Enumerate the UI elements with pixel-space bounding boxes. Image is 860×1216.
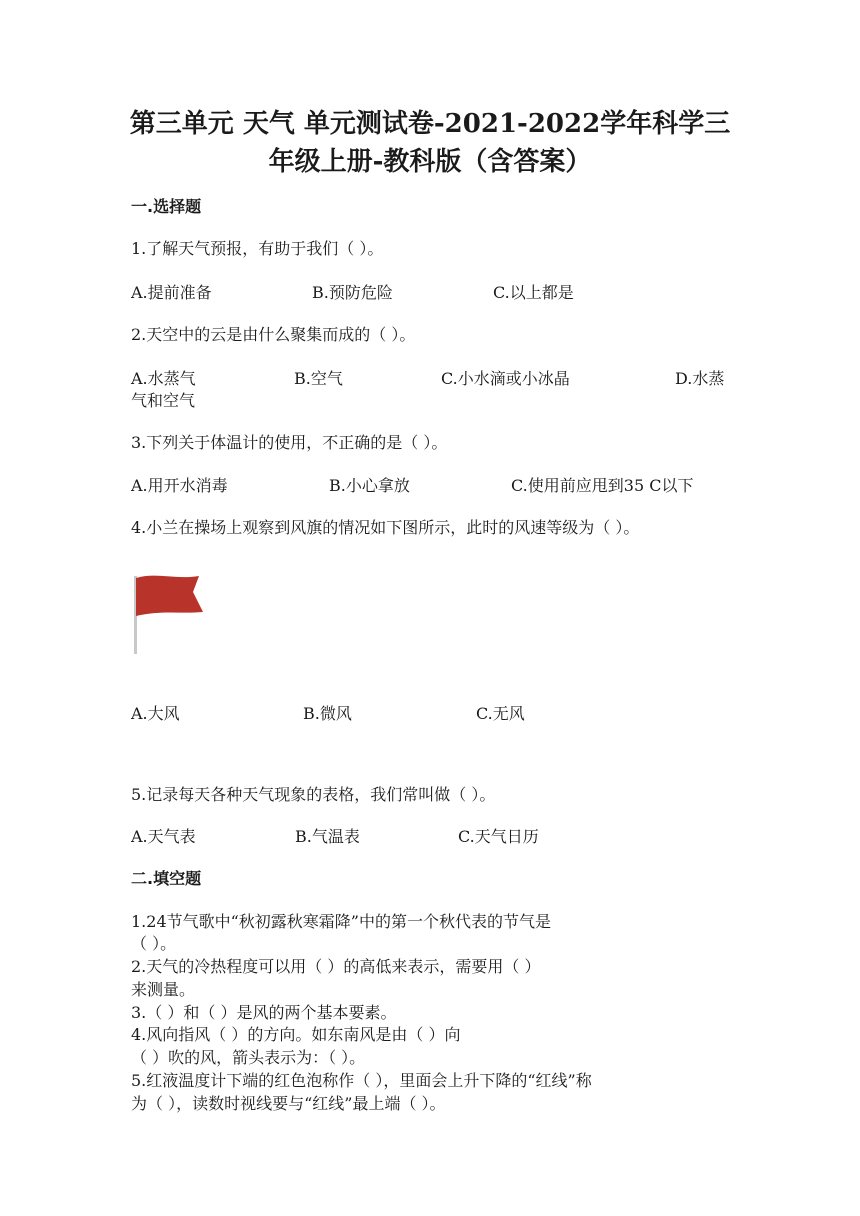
q4-option-a: A.大风 — [131, 704, 180, 723]
wind-flag-image — [131, 572, 211, 656]
q2-option-b: B.空气 — [294, 369, 343, 388]
fill-line-4: 来测量。 — [131, 980, 196, 999]
q2-option-d: D.水蒸 — [675, 369, 725, 388]
q2-option-a: A.水蒸气 — [131, 369, 196, 388]
question-5: 5.记录每天各种天气现象的表格，我们常叫做（ ）。 — [131, 785, 496, 804]
q3-option-b: B.小心拿放 — [329, 476, 410, 495]
q5-option-b: B.气温表 — [295, 827, 360, 846]
q4-option-b: B.微风 — [303, 704, 352, 723]
q1-option-a: A.提前准备 — [131, 283, 212, 302]
fill-line-1: 1.24节气歌中“秋初露秋寒霜降”中的第一个秋代表的节气是 — [131, 912, 551, 931]
fill-line-2: （ ）。 — [131, 934, 177, 953]
q1-option-b: B.预防危险 — [312, 283, 393, 302]
question-4: 4.小兰在操场上观察到风旗的情况如下图所示，此时的风速等级为（ ）。 — [131, 518, 640, 537]
question-2: 2.天空中的云是由什么聚集而成的（ ）。 — [131, 325, 416, 344]
q4-option-c: C.无风 — [476, 704, 525, 723]
section-heading-choice: 一.选择题 — [131, 197, 202, 216]
fill-line-6: 4.风向指风（ ）的方向。如东南风是由（ ）向 — [131, 1025, 461, 1044]
question-3: 3.下列关于体温计的使用，不正确的是（ ）。 — [131, 433, 448, 452]
q1-option-c: C.以上都是 — [493, 283, 574, 302]
q3-option-a: A.用开水消毒 — [131, 476, 228, 495]
q5-option-a: A.天气表 — [131, 827, 196, 846]
fill-line-3: 2.天气的冷热程度可以用（ ）的高低来表示，需要用（ ） — [131, 957, 541, 976]
fill-line-5: 3.（ ）和（ ）是风的两个基本要素。 — [131, 1003, 397, 1022]
page-title-line1: 第三单元 天气 单元测试卷-2021-2022学年科学三 — [129, 109, 731, 139]
q3-option-c: C.使用前应甩到35 C以下 — [511, 476, 694, 495]
q5-option-c: C.天气日历 — [458, 827, 539, 846]
q2-option-d-cont: 气和空气 — [131, 391, 196, 410]
fill-line-8: 5.红液温度计下端的红色泡称作（ ），里面会上升下降的“红线”称 — [131, 1071, 592, 1090]
section-heading-fill: 二.填空题 — [131, 869, 202, 888]
page-title-line2: 年级上册-教科版（含答案） — [268, 147, 592, 177]
fill-line-9: 为（ ），读数时视线要与“红线”最上端（ ）。 — [131, 1094, 446, 1113]
q2-option-c: C.小水滴或小冰晶 — [441, 369, 570, 388]
fill-line-7: （ ）吹的风，箭头表示为：（ ）。 — [131, 1048, 366, 1067]
question-1: 1.了解天气预报，有助于我们（ ）。 — [131, 239, 384, 258]
